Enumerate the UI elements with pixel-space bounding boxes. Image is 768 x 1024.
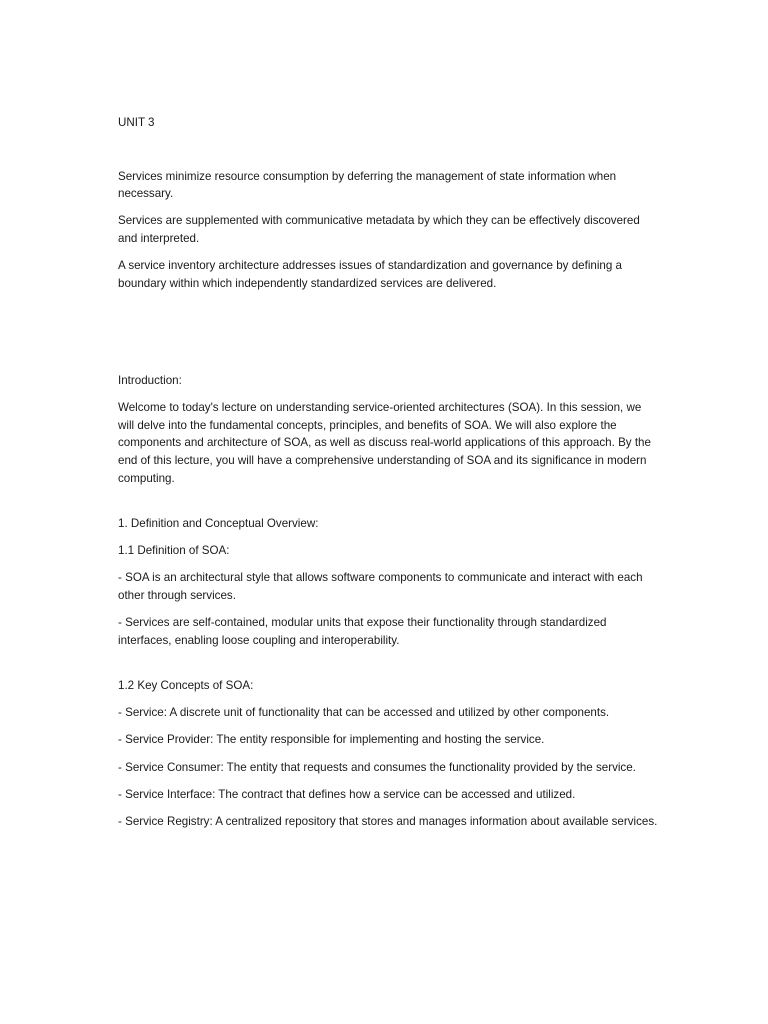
definition-list-item: - SOA is an architectural style that allows software components to communicate and interact with each other through services. <box>118 571 643 602</box>
document-body <box>118 114 658 840</box>
section-1-heading: 1. Definition and Conceptual Overview: <box>118 517 319 531</box>
key-concept-item: - Service Registry: A centralized repository that stores and manages information about available services. <box>118 814 658 828</box>
section-1-1-heading: 1.1 Definition of SOA: <box>118 544 230 558</box>
summary-paragraph: Services minimize resource consumption by deferring the management of state information when necessary. <box>118 169 617 201</box>
summary-paragraph: Services are supplemented with communicative metadata by which they can be effectively discovered and interpreted. <box>118 214 640 245</box>
introduction-paragraph: Welcome to today's lecture on understanding service-oriented architectures (SOA). In this session, we will delve into the fundamental concepts, principles, and benefits of SOA. We will also explore the components and architecture of SOA, as well as discuss real-world applications of this approach. By the end of this lecture, you will have a comprehensive understanding of SOA and its significance in modern computing. <box>118 401 651 485</box>
section-1-2-heading: 1.2 Key Concepts of SOA: <box>118 679 254 693</box>
unit-title: UNIT 3 <box>118 116 155 129</box>
definition-list-item: - Services are self-contained, modular units that expose their functionality through standardized interfaces, enabling loose coupling and interoperability. <box>118 616 607 647</box>
summary-paragraph: A service inventory architecture addresses issues of standardization and governance by defining a boundary within which independently standardized services are delivered. <box>118 258 622 290</box>
key-concept-item: - Service: A discrete unit of functionality that can be accessed and utilized by other components. <box>118 706 610 720</box>
key-concept-item: - Service Consumer: The entity that requests and consumes the functionality provided by the service. <box>118 760 636 774</box>
key-concept-item: - Service Provider: The entity responsible for implementing and hosting the service. <box>118 733 545 747</box>
introduction-heading: Introduction: <box>118 374 182 388</box>
key-concept-item: - Service Interface: The contract that defines how a service can be accessed and utilized. <box>118 787 576 801</box>
